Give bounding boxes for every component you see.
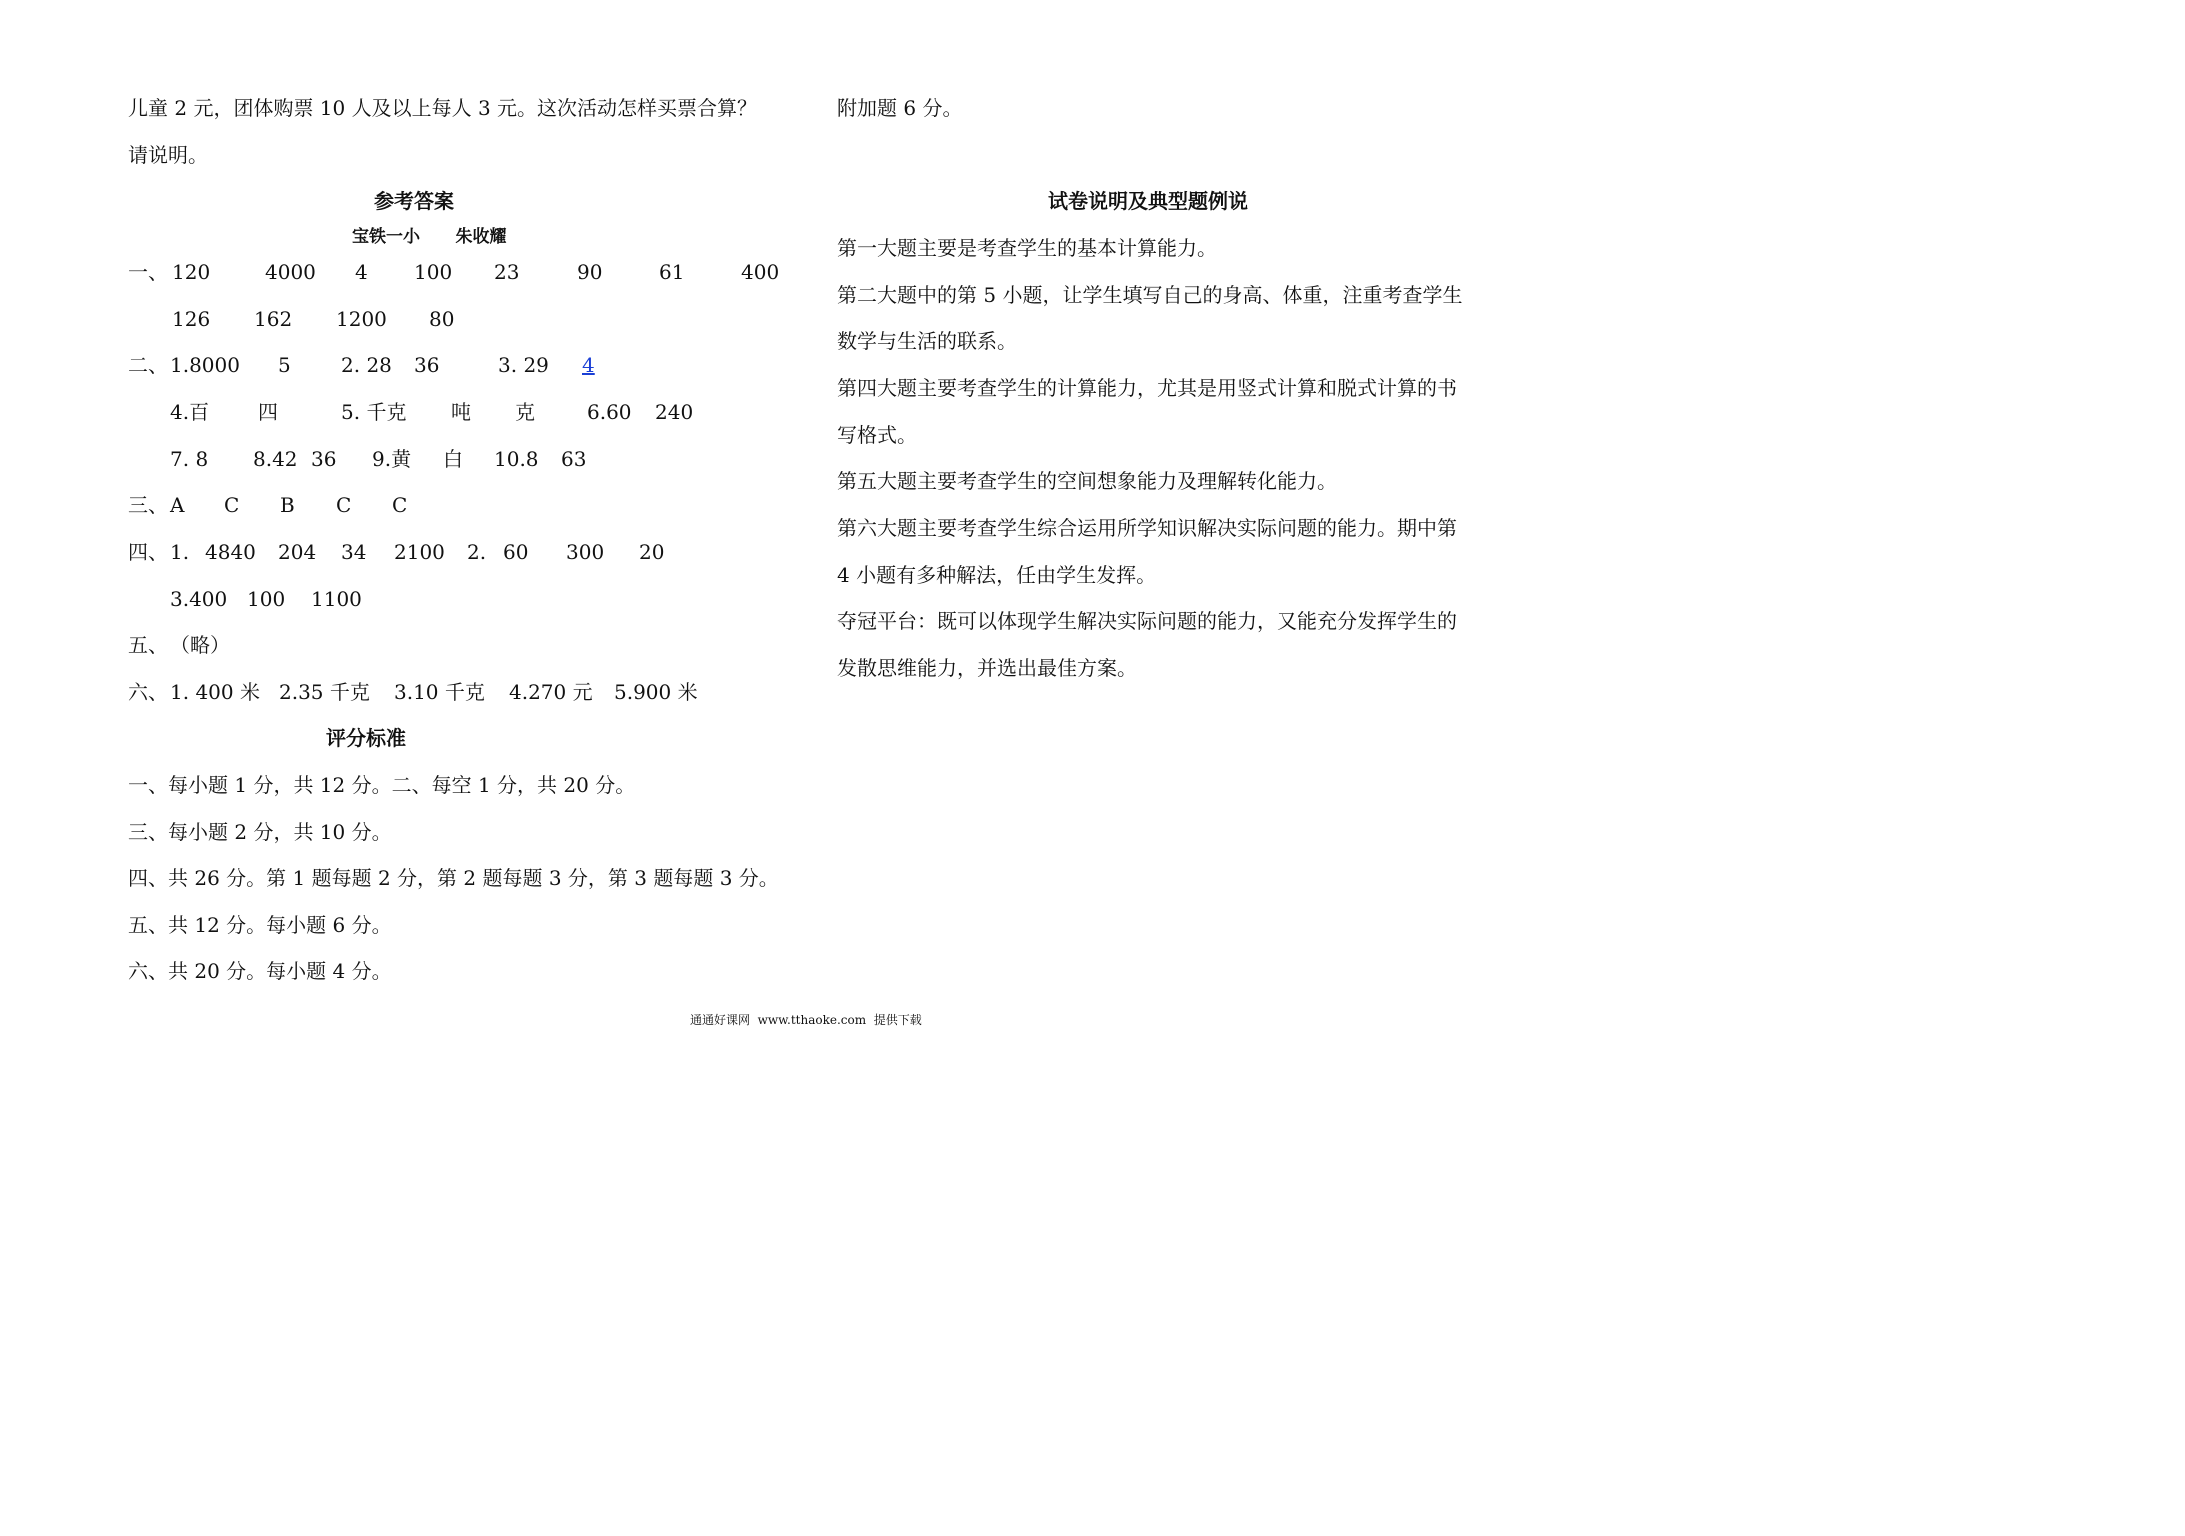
q1-answer: 400: [741, 260, 780, 284]
q1-answer: 4000: [265, 260, 316, 284]
q1-answer: 162: [254, 307, 293, 331]
scoring-title: 评分标准: [326, 726, 406, 750]
q4-answer: 2.: [467, 540, 487, 564]
q2-answer: 63: [561, 447, 587, 471]
q4-answer: 1.: [170, 540, 190, 564]
q3-answer: C: [336, 493, 352, 517]
intro-line-1: 儿童 2 元，团体购票 10 人及以上每人 3 元。这次活动怎样买票合算？: [128, 96, 758, 120]
answer-author: 宝铁一小 朱收耀: [352, 227, 507, 247]
q3-prefix: 三、: [128, 493, 168, 517]
explain-line: 第一大题主要是考查学生的基本计算能力。: [837, 236, 1217, 260]
explain-line: 4 小题有多种解法，任由学生发挥。: [837, 563, 1157, 587]
q4-answer: 34: [341, 540, 367, 564]
q1-prefix: 一、: [128, 260, 168, 284]
q2-answer: 吨: [451, 400, 471, 424]
q2-answer: 3. 29: [498, 353, 549, 377]
explain-line: 第六大题主要考查学生综合运用所学知识解决实际问题的能力。期中第: [837, 516, 1457, 540]
explain-line: 写格式。: [837, 423, 917, 447]
q1-answer: 80: [429, 307, 455, 331]
q2-answer: 5. 千克: [341, 400, 407, 424]
q2-answer: 2. 28: [341, 353, 392, 377]
q2-answer: 8.42: [253, 447, 298, 471]
q2-answer: 四: [258, 400, 278, 424]
q1-answer: 4: [355, 260, 368, 284]
explain-title: 试卷说明及典型题例说: [1048, 189, 1248, 213]
q6-answer: 4.270 元: [509, 680, 593, 704]
q2-answer: 克: [515, 400, 535, 424]
explain-line: 发散思维能力，并选出最佳方案。: [837, 656, 1137, 680]
bonus-line: 附加题 6 分。: [837, 96, 963, 120]
q4-answer: 4840: [205, 540, 256, 564]
scoring-line: 三、每小题 2 分，共 10 分。: [128, 820, 392, 844]
explain-line: 第四大题主要考查学生的计算能力，尤其是用竖式计算和脱式计算的书: [837, 376, 1457, 400]
q6-answer: 3.10 千克: [394, 680, 485, 704]
q4-answer: 300: [566, 540, 605, 564]
scoring-line: 五、共 12 分。每小题 6 分。: [128, 913, 392, 937]
q1-answer: 90: [577, 260, 603, 284]
explain-line: 第二大题中的第 5 小题，让学生填写自己的身高、体重，注重考查学生: [837, 283, 1463, 307]
q4-answer: 2100: [394, 540, 445, 564]
q4-answer: 1100: [311, 587, 362, 611]
q4-answer: 20: [639, 540, 665, 564]
q6-answer: 2.35 千克: [279, 680, 370, 704]
q5-prefix: 五、: [128, 633, 168, 657]
q2-prefix: 二、: [128, 353, 168, 377]
q3-answer: C: [392, 493, 408, 517]
q2-answer: 6.60: [587, 400, 632, 424]
q3-answer: C: [224, 493, 240, 517]
q1-answer: 126: [172, 307, 211, 331]
q5-answer: （略）: [170, 633, 230, 657]
q1-answer: 100: [414, 260, 453, 284]
q2-link-answer[interactable]: 4: [582, 353, 595, 377]
q2-answer: 36: [311, 447, 337, 471]
scoring-line: 六、共 20 分。每小题 4 分。: [128, 959, 392, 983]
q4-answer: 60: [503, 540, 529, 564]
q3-answer: B: [280, 493, 295, 517]
q2-answer: 36: [414, 353, 440, 377]
q1-answer: 23: [494, 260, 520, 284]
explain-line: 夺冠平台：既可以体现学生解决实际问题的能力，又能充分发挥学生的: [837, 609, 1457, 633]
q2-answer: 7. 8: [170, 447, 209, 471]
q4-answer: 100: [247, 587, 286, 611]
scoring-line: 一、每小题 1 分，共 12 分。二、每空 1 分，共 20 分。: [128, 773, 636, 797]
q6-answer: 1. 400 米: [170, 680, 260, 704]
q4-prefix: 四、: [128, 540, 168, 564]
page-footer: 通通好课网 www.tthaoke.com 提供下载: [690, 1013, 922, 1027]
q1-answer: 120: [172, 260, 211, 284]
intro-line-2: 请说明。: [128, 143, 208, 167]
q3-answer: A: [170, 493, 185, 517]
explain-line: 第五大题主要考查学生的空间想象能力及理解转化能力。: [837, 469, 1337, 493]
q2-answer: 4.百: [170, 400, 210, 424]
q6-answer: 5.900 米: [614, 680, 698, 704]
q1-answer: 1200: [336, 307, 387, 331]
explain-line: 数学与生活的联系。: [837, 329, 1017, 353]
scoring-line: 四、共 26 分。第 1 题每题 2 分，第 2 题每题 3 分，第 3 题每题 3 分。: [128, 866, 779, 890]
q1-answer: 61: [659, 260, 685, 284]
q2-answer: 240: [655, 400, 694, 424]
q2-answer: 10.8: [494, 447, 539, 471]
q2-answer: 1.8000: [170, 353, 240, 377]
q6-prefix: 六、: [128, 680, 168, 704]
q2-answer: 白: [443, 447, 463, 471]
q4-answer: 3.400: [170, 587, 228, 611]
q4-answer: 204: [278, 540, 317, 564]
answer-title: 参考答案: [374, 189, 454, 213]
q2-answer: 9.黄: [372, 447, 412, 471]
q2-answer: 5: [278, 353, 291, 377]
